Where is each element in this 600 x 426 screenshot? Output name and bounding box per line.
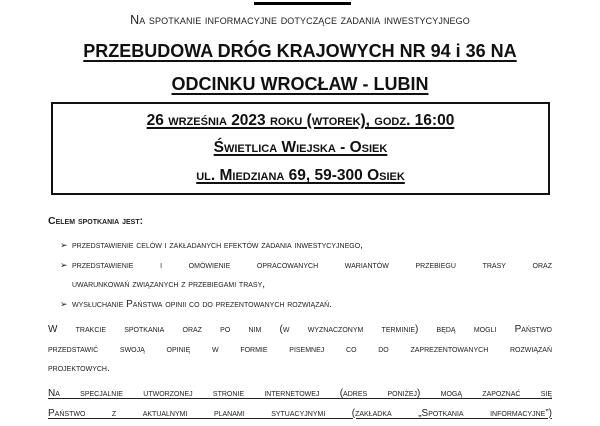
event-address: ul. Miedziana 69, 59-300 Osiek [196,167,405,184]
event-venue: Świetlica Wiejska - Osiek [213,139,388,156]
arrow-bullet-icon: ➢ [60,299,68,310]
website-paragraph [48,384,552,423]
purpose-item-text: przedstawienie celów i zakładanych efektów zadania inwestycyjnego, [72,240,363,251]
purpose-item [60,295,552,315]
event-date-time: 26 września 2023 roku (wtorek), godz. 16:00 [146,112,455,129]
purpose-item-text: wysłuchanie Państwa opinii co do prezentowanych rozwiązań. [72,299,332,311]
title-line-2: ODCINKU WROCŁAW - LUBIN [171,74,429,94]
arrow-bullet-icon: ➢ [60,240,68,250]
paragraph-line: W trakcie spotkania oraz po nim (w wyznaczonym terminie) będą mogli Państwo [48,324,552,335]
paragraph-line: projektowych. [48,363,110,374]
arrow-bullet-icon: ➢ [60,259,68,270]
purpose-item-text-cont: uwarunkowań związanych z przebiegami trasy, [72,279,266,291]
title-line-1: PRZEBUDOWA DRÓG KRAJOWYCH NR 94 i 36 NA [83,41,517,61]
purpose-item-text: przedstawienie i omówienie opracowanych wariantów przebiegu trasy oraz [72,259,552,271]
header-divider-bar [254,2,351,5]
paragraph-line: przedstawić swoją opinię w formie pisemnej co do zaprezentowanych rozwiązań [48,343,552,355]
purpose-item [60,256,552,295]
purpose-label: Celem spotkania jest: [48,215,144,227]
event-details-box [51,102,550,195]
purpose-list [60,236,552,315]
opinion-paragraph [48,320,552,379]
invite-line: Na spotkanie informacyjne dotyczące zadania inwestycyjnego [130,13,470,27]
paragraph-line: Państwo z aktualnymi planami sytuacyjnymi (zakładka „Spotkania informacyjne”) [48,407,552,419]
paragraph-line: Na specjalnie utworzonej stronie internetowej (adres poniżej) mogą zapoznać się [48,388,552,399]
purpose-item [60,236,552,256]
